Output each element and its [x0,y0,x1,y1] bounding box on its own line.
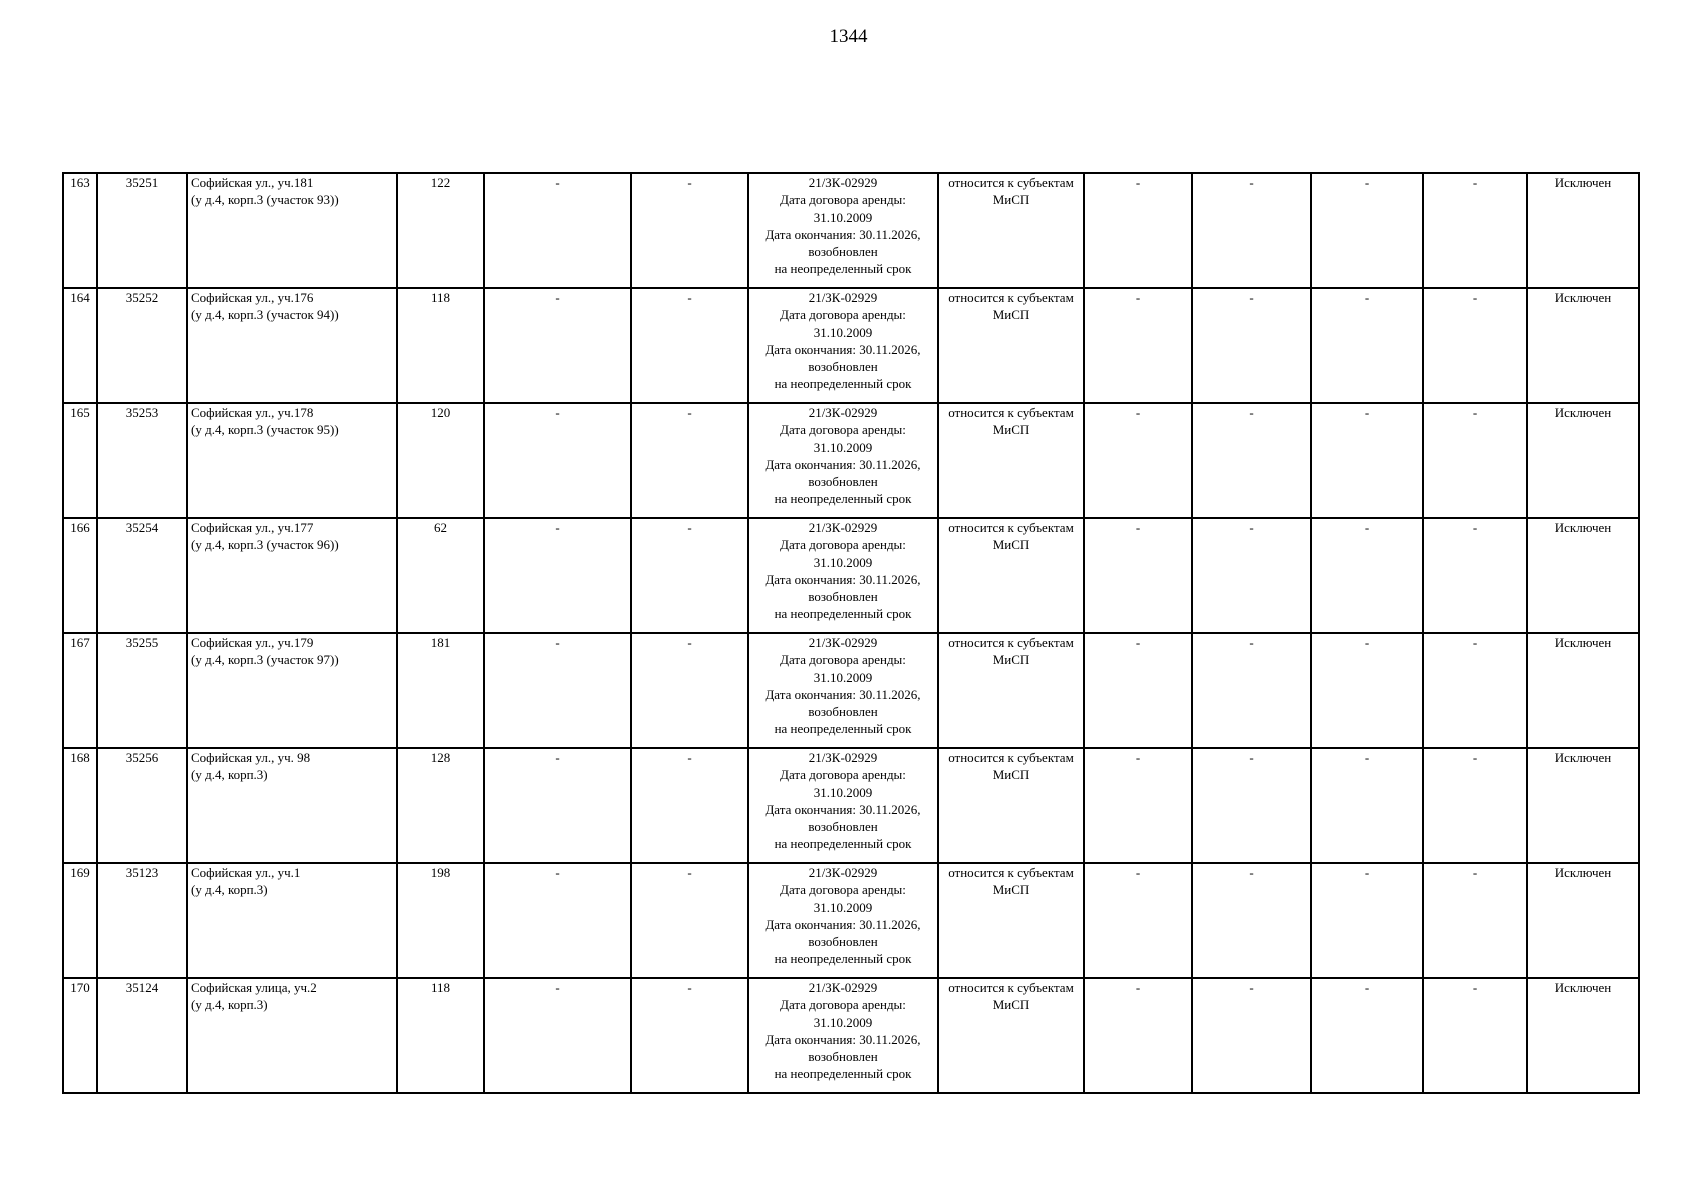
cell-contract-line: Дата договора аренды: [780,997,906,1013]
cell-contract [748,173,938,288]
cell-address-line: Софийская улица, уч.2 [191,980,317,995]
cell-contract-line: на неопределенный срок [774,721,912,737]
cell-col5: - [484,978,631,1093]
cell-contract-line: Дата договора аренды: [780,192,906,208]
cell-status: Исключен [1527,633,1639,748]
cell-status: Исключен [1527,748,1639,863]
cell-address [187,978,397,1093]
cell-col11: - [1311,173,1423,288]
cell-contract-line: Дата окончания: 30.11.2026, [765,916,921,932]
cell-col9: - [1084,403,1192,518]
cell-address [187,748,397,863]
cell-contract-line: 21/ЗК-02929 [808,865,878,880]
cell-contract-line: Дата договора аренды: [780,767,906,783]
cell-address-line: (у д.4, корп.3 (участок 93)) [191,192,339,208]
cell-contract-line: Дата договора аренды: [780,882,906,898]
cell-number: 163 [63,173,97,288]
table-row [63,518,1639,633]
cell-category-line: МиСП [992,192,1030,208]
cell-category-line: МиСП [992,422,1030,438]
cell-contract-line: возобновлен [808,1049,878,1065]
cell-col5: - [484,403,631,518]
cell-category-line: относится к субъектам [948,175,1074,190]
cell-address-line: Софийская ул., уч.179 [191,635,314,650]
cell-code: 35124 [97,978,187,1093]
cell-contract-line: 31.10.2009 [813,439,873,455]
cell-code: 35256 [97,748,187,863]
cell-contract-line: Дата договора аренды: [780,537,906,553]
cell-area: 122 [397,173,484,288]
cell-col10: - [1192,863,1311,978]
cell-contract-line: 21/ЗК-02929 [808,980,878,995]
cell-col12: - [1423,173,1527,288]
cell-contract-line: возобновлен [808,359,878,375]
cell-category-line: МиСП [992,537,1030,553]
cell-address [187,173,397,288]
cell-status: Исключен [1527,978,1639,1093]
cell-col5: - [484,518,631,633]
cell-status: Исключен [1527,518,1639,633]
cell-contract [748,518,938,633]
cell-col11: - [1311,863,1423,978]
cell-category [938,748,1084,863]
cell-contract-line: на неопределенный срок [774,1066,912,1082]
cell-col6: - [631,633,748,748]
cell-code: 35251 [97,173,187,288]
cell-address-line: Софийская ул., уч.181 [191,175,314,190]
cell-col10: - [1192,518,1311,633]
cell-contract-line: возобновлен [808,589,878,605]
cell-area: 118 [397,288,484,403]
cell-col12: - [1423,288,1527,403]
cell-contract-line: 21/ЗК-02929 [808,750,878,765]
cell-col6: - [631,518,748,633]
cell-col10: - [1192,748,1311,863]
cell-col12: - [1423,863,1527,978]
cell-contract-line: 21/ЗК-02929 [808,520,878,535]
table-row [63,748,1639,863]
cell-col11: - [1311,518,1423,633]
cell-contract-line: 31.10.2009 [813,1014,873,1030]
cell-number: 165 [63,403,97,518]
cell-col6: - [631,173,748,288]
cell-col11: - [1311,978,1423,1093]
cell-contract [748,863,938,978]
cell-contract-line: на неопределенный срок [774,376,912,392]
cell-number: 170 [63,978,97,1093]
cell-code: 35252 [97,288,187,403]
cell-col5: - [484,863,631,978]
cell-address-line: Софийская ул., уч. 98 [191,750,311,765]
cell-code: 35254 [97,518,187,633]
cell-number: 166 [63,518,97,633]
cell-contract-line: 31.10.2009 [813,784,873,800]
cell-address-line: (у д.4, корп.3 (участок 97)) [191,652,339,668]
cell-area: 62 [397,518,484,633]
cell-col9: - [1084,863,1192,978]
cell-category [938,518,1084,633]
cell-address-line: (у д.4, корп.3) [191,997,268,1013]
cell-contract-line: на неопределенный срок [774,606,912,622]
cell-address-line: (у д.4, корп.3 (участок 96)) [191,537,339,553]
cell-contract-line: Дата договора аренды: [780,307,906,323]
cell-contract-line: возобновлен [808,244,878,260]
cell-contract-line: на неопределенный срок [774,261,912,277]
cell-col10: - [1192,403,1311,518]
cell-category [938,403,1084,518]
cell-contract-line: 31.10.2009 [813,554,873,570]
cell-address [187,288,397,403]
cell-category-line: относится к субъектам [948,865,1074,880]
cell-contract-line: возобновлен [808,704,878,720]
cell-col9: - [1084,518,1192,633]
cell-number: 167 [63,633,97,748]
cell-contract-line: 21/ЗК-02929 [808,175,878,190]
cell-category [938,863,1084,978]
cell-category-line: относится к субъектам [948,520,1074,535]
cell-code: 35123 [97,863,187,978]
cell-contract-line: возобновлен [808,474,878,490]
cell-address-line: Софийская ул., уч.1 [191,865,301,880]
cell-contract-line: Дата договора аренды: [780,422,906,438]
cell-area: 198 [397,863,484,978]
cell-address [187,633,397,748]
cell-contract-line: Дата окончания: 30.11.2026, [765,226,921,242]
cell-status: Исключен [1527,863,1639,978]
cell-col9: - [1084,633,1192,748]
cell-contract-line: Дата окончания: 30.11.2026, [765,801,921,817]
cell-col10: - [1192,288,1311,403]
cell-col9: - [1084,748,1192,863]
table-row [63,863,1639,978]
cell-category [938,173,1084,288]
cell-contract-line: возобновлен [808,819,878,835]
cell-address-line: (у д.4, корп.3) [191,767,268,783]
cell-contract-line: Дата окончания: 30.11.2026, [765,1031,921,1047]
cell-contract-line: Дата окончания: 30.11.2026, [765,341,921,357]
cell-col5: - [484,173,631,288]
cell-address-line: Софийская ул., уч.178 [191,405,314,420]
cell-contract-line: на неопределенный срок [774,836,912,852]
page-number: 1344 [829,26,868,47]
cell-address-line: Софийская ул., уч.176 [191,290,314,305]
cell-address [187,863,397,978]
cell-category-line: относится к субъектам [948,405,1074,420]
cell-category-line: относится к субъектам [948,635,1074,650]
cell-col9: - [1084,978,1192,1093]
cell-contract-line: 21/ЗК-02929 [808,290,878,305]
cell-col12: - [1423,978,1527,1093]
cell-status: Исключен [1527,173,1639,288]
cell-code: 35253 [97,403,187,518]
cell-contract-line: возобновлен [808,934,878,950]
cell-code: 35255 [97,633,187,748]
cell-col6: - [631,863,748,978]
cell-area: 120 [397,403,484,518]
cell-col12: - [1423,748,1527,863]
cell-category [938,633,1084,748]
cell-contract-line: на неопределенный срок [774,951,912,967]
cell-number: 169 [63,863,97,978]
cell-contract [748,403,938,518]
cell-col6: - [631,403,748,518]
cell-col11: - [1311,633,1423,748]
cell-col12: - [1423,633,1527,748]
cell-contract [748,978,938,1093]
table-row [63,633,1639,748]
cell-contract-line: 21/ЗК-02929 [808,635,878,650]
cell-category-line: относится к субъектам [948,750,1074,765]
cell-contract [748,748,938,863]
cell-contract-line: 31.10.2009 [813,324,873,340]
cell-contract-line: Дата договора аренды: [780,652,906,668]
cell-area: 128 [397,748,484,863]
cell-col5: - [484,288,631,403]
cell-category-line: МиСП [992,997,1030,1013]
cell-address-line: (у д.4, корп.3 (участок 94)) [191,307,339,323]
cell-address-line: Софийская ул., уч.177 [191,520,314,535]
table-row [63,288,1639,403]
cell-contract-line: 31.10.2009 [813,209,873,225]
cell-address-line: (у д.4, корп.3 (участок 95)) [191,422,339,438]
table-row [63,173,1639,288]
cell-col5: - [484,748,631,863]
cell-col6: - [631,978,748,1093]
table-row [63,403,1639,518]
cell-address [187,518,397,633]
cell-category-line: МиСП [992,882,1030,898]
cell-category-line: МиСП [992,307,1030,323]
cell-col10: - [1192,978,1311,1093]
cell-number: 164 [63,288,97,403]
cell-category [938,288,1084,403]
cell-col9: - [1084,173,1192,288]
cell-col12: - [1423,518,1527,633]
cell-col5: - [484,633,631,748]
cell-col10: - [1192,173,1311,288]
cell-col11: - [1311,288,1423,403]
cell-contract [748,633,938,748]
cell-col11: - [1311,748,1423,863]
table-row [63,978,1639,1093]
cell-category-line: относится к субъектам [948,980,1074,995]
cell-col6: - [631,748,748,863]
cell-address [187,403,397,518]
cell-contract [748,288,938,403]
cell-contract-line: 31.10.2009 [813,899,873,915]
cell-area: 118 [397,978,484,1093]
cell-number: 168 [63,748,97,863]
cell-contract-line: Дата окончания: 30.11.2026, [765,686,921,702]
cell-contract-line: 31.10.2009 [813,669,873,685]
cell-contract-line: на неопределенный срок [774,491,912,507]
cell-col6: - [631,288,748,403]
cell-category-line: относится к субъектам [948,290,1074,305]
cell-col12: - [1423,403,1527,518]
cell-address-line: (у д.4, корп.3) [191,882,268,898]
cell-contract-line: Дата окончания: 30.11.2026, [765,571,921,587]
table-body [63,173,1639,1093]
cell-category-line: МиСП [992,652,1030,668]
cell-status: Исключен [1527,288,1639,403]
cell-status: Исключен [1527,403,1639,518]
cell-area: 181 [397,633,484,748]
cell-col10: - [1192,633,1311,748]
cell-contract-line: 21/ЗК-02929 [808,405,878,420]
cell-col11: - [1311,403,1423,518]
cell-category-line: МиСП [992,767,1030,783]
cell-col9: - [1084,288,1192,403]
cell-contract-line: Дата окончания: 30.11.2026, [765,456,921,472]
cell-category [938,978,1084,1093]
registry-table [62,172,1640,1094]
